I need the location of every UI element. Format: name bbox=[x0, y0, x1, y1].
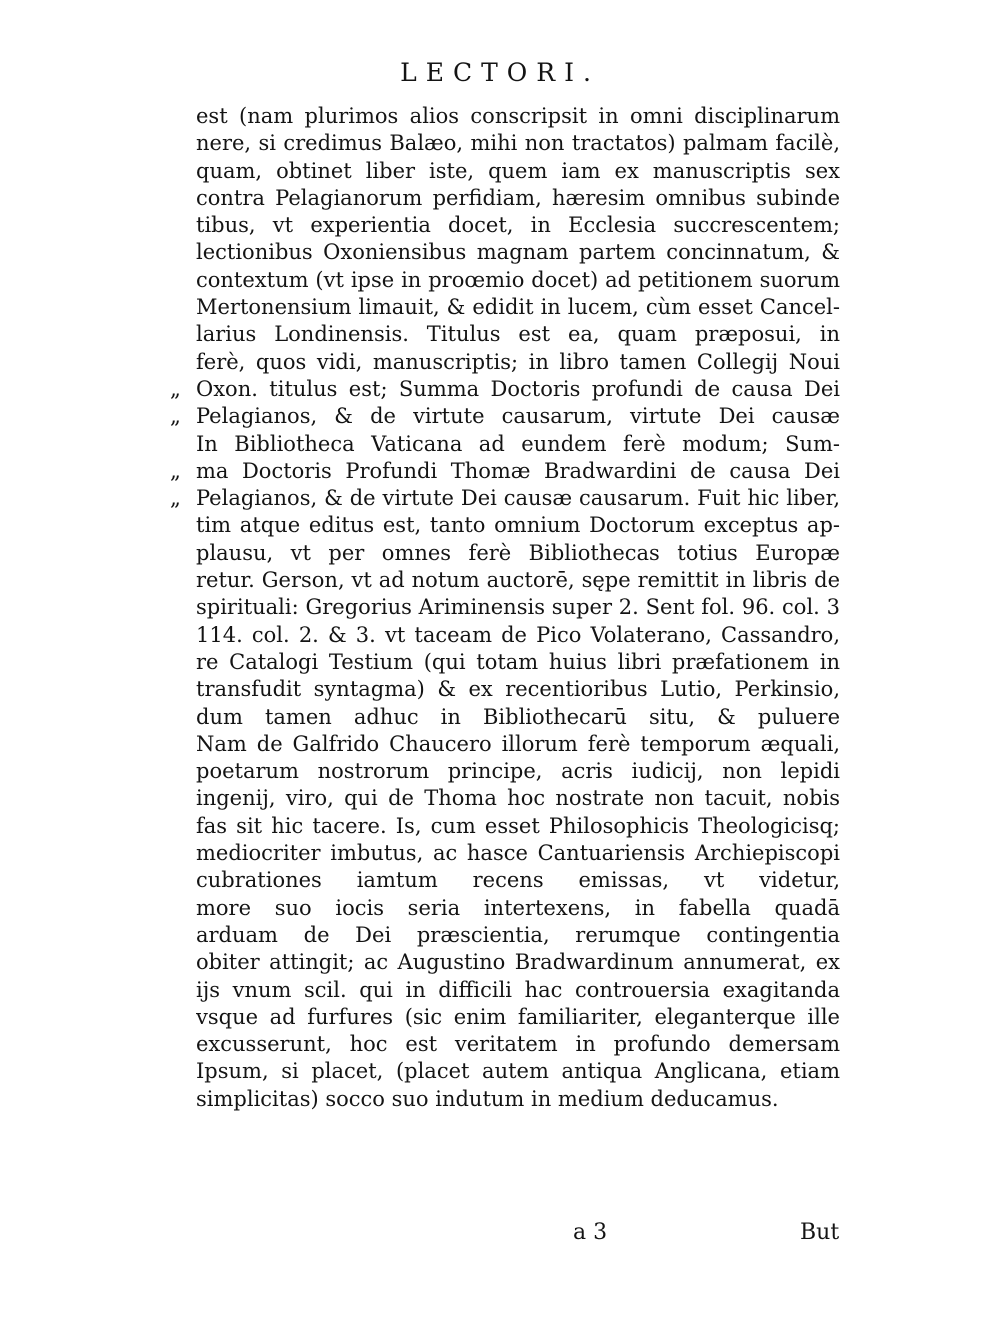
text-line bbox=[196, 785, 840, 812]
quote-mark: „ bbox=[170, 486, 181, 511]
line-text: ferè, quos vidi, manuscriptis; in libro tamen Collegij Noui bbox=[196, 349, 840, 374]
text-line bbox=[196, 1086, 840, 1113]
text-line bbox=[196, 949, 840, 976]
text-line bbox=[196, 1058, 840, 1085]
line-text: tibus, vt experientia docet, in Ecclesia succrescentem; bbox=[196, 213, 840, 238]
line-text: lectionibus Oxoniensibus magnam partem concinnatum, & bbox=[196, 240, 840, 265]
text-line bbox=[196, 1031, 840, 1058]
text-line bbox=[170, 485, 840, 512]
text-line bbox=[196, 895, 840, 922]
line-text: nere, si credimus Balæo, mihi non tractatos) palmam facilè, bbox=[196, 131, 840, 156]
text-line bbox=[196, 212, 840, 239]
line-text: simplicitas) socco suo indutum in medium deducamus. bbox=[196, 1086, 779, 1111]
text-line bbox=[196, 512, 840, 539]
text-line bbox=[196, 676, 840, 703]
line-text: contextum (vt ipse in proœmio docet) ad petitionem suorum bbox=[196, 267, 840, 292]
line-text: Ipsum, si placet, (placet autem antiqua Anglicana, etiam bbox=[196, 1059, 840, 1084]
text-line bbox=[196, 567, 840, 594]
text-line bbox=[196, 431, 840, 458]
text-line bbox=[196, 649, 840, 676]
running-head: LECTORI. bbox=[400, 58, 600, 87]
line-text: obiter attingit; ac Augustino Bradwardinum annumerat, ex bbox=[196, 950, 840, 975]
catchword: But bbox=[800, 1220, 840, 1245]
text-line bbox=[196, 1004, 840, 1031]
line-text: contra Pelagianorum perfidiam, hæresim omnibus subinde bbox=[196, 185, 840, 210]
line-text: dum tamen adhuc in Bibliothecarū situ, & puluere bbox=[196, 704, 840, 729]
text-line bbox=[196, 185, 840, 212]
line-text: transfudit syntagma) & ex recentioribus Lutio, Perkinsio, bbox=[196, 677, 840, 702]
text-line bbox=[196, 130, 840, 157]
text-line bbox=[196, 321, 840, 348]
text-line bbox=[196, 704, 840, 731]
text-line bbox=[196, 239, 840, 266]
line-text: est (nam plurimos alios conscripsit in omni disciplinarum bbox=[196, 104, 840, 128]
text-line bbox=[196, 540, 840, 567]
text-line bbox=[196, 840, 840, 867]
line-text: spirituali: Gregorius Ariminensis super 2. Sent fol. 96. col. 3 bbox=[196, 595, 840, 620]
text-line bbox=[170, 376, 840, 403]
text-line bbox=[196, 977, 840, 1004]
line-text: cubrationes iamtum recens emissas, vt videtur, bbox=[196, 868, 840, 893]
line-text: retur. Gerson, vt ad notum auctorē, sępe remittit in libris de bbox=[196, 568, 840, 593]
line-text: poetarum nostrorum principe, acris iudicij, non lepidi bbox=[196, 759, 840, 784]
line-text: mediocriter imbutus, ac hasce Cantuariensis Archiepiscopi bbox=[196, 841, 840, 866]
line-text: Mertonensium limauit, & edidit in lucem, cùm esset Cancel- bbox=[196, 295, 840, 320]
text-line bbox=[196, 867, 840, 894]
text-line bbox=[196, 594, 840, 621]
line-text: Pelagianos, & de virtute Dei causæ causarum. Fuit hic liber, bbox=[196, 486, 840, 511]
text-line bbox=[196, 349, 840, 376]
text-line bbox=[196, 758, 840, 785]
quote-mark: „ bbox=[170, 376, 181, 401]
text-line bbox=[170, 458, 840, 485]
line-text: Oxon. titulus est; Summa Doctoris profundi de causa Dei bbox=[196, 376, 840, 401]
line-text: fas sit hic tacere. Is, cum esset Philosophicis Theologicisq; bbox=[196, 813, 840, 838]
line-text: In Bibliotheca Vaticana ad eundem ferè modum; Sum- bbox=[196, 431, 840, 456]
text-line bbox=[196, 731, 840, 758]
signature-mark: a 3 bbox=[573, 1220, 608, 1245]
line-text: excusserunt, hoc est veritatem in profundo demersam bbox=[196, 1032, 840, 1057]
line-text: more suo iocis seria intertexens, in fabella quadā bbox=[196, 895, 840, 920]
line-text: quam, obtinet liber iste, quem iam ex manuscriptis sex bbox=[196, 158, 840, 183]
text-line bbox=[196, 267, 840, 294]
line-text: tim atque editus est, tanto omnium Doctorum exceptus ap- bbox=[196, 513, 840, 538]
text-line bbox=[170, 403, 840, 430]
line-text: ijs vnum scil. qui in difficili hac controuersia exagitanda bbox=[196, 977, 840, 1002]
line-text: Pelagianos, & de virtute causarum, virtute Dei causæ bbox=[196, 404, 840, 429]
line-text: larius Londinensis. Titulus est ea, quam præposui, in bbox=[196, 322, 840, 347]
quote-mark: „ bbox=[170, 458, 181, 483]
line-text: vsque ad furfures (sic enim familiariter, eleganterque ille bbox=[196, 1004, 840, 1029]
line-text: re Catalogi Testium (qui totam huius libri præfationem in bbox=[196, 649, 840, 674]
text-line bbox=[196, 158, 840, 185]
text-line bbox=[196, 622, 840, 649]
text-line bbox=[196, 294, 840, 321]
line-text: plausu, vt per omnes ferè Bibliothecas totius Europæ bbox=[196, 540, 840, 565]
text-line bbox=[196, 922, 840, 949]
line-text: ma Doctoris Profundi Thomæ Bradwardini de causa Dei bbox=[196, 458, 840, 483]
line-text: Nam de Galfrido Chaucero illorum ferè temporum æquali, bbox=[196, 731, 840, 756]
quote-mark: „ bbox=[170, 404, 181, 429]
text-line bbox=[196, 103, 840, 130]
line-text: ingenij, viro, qui de Thoma hoc nostrate non tacuit, nobis bbox=[196, 786, 840, 811]
line-text: arduam de Dei præscientia, rerumque contingentia bbox=[196, 922, 840, 947]
text-line bbox=[196, 813, 840, 840]
body-text bbox=[170, 103, 840, 1113]
line-text: 114. col. 2. & 3. vt taceam de Pico Volaterano, Cassandro, bbox=[196, 622, 840, 647]
